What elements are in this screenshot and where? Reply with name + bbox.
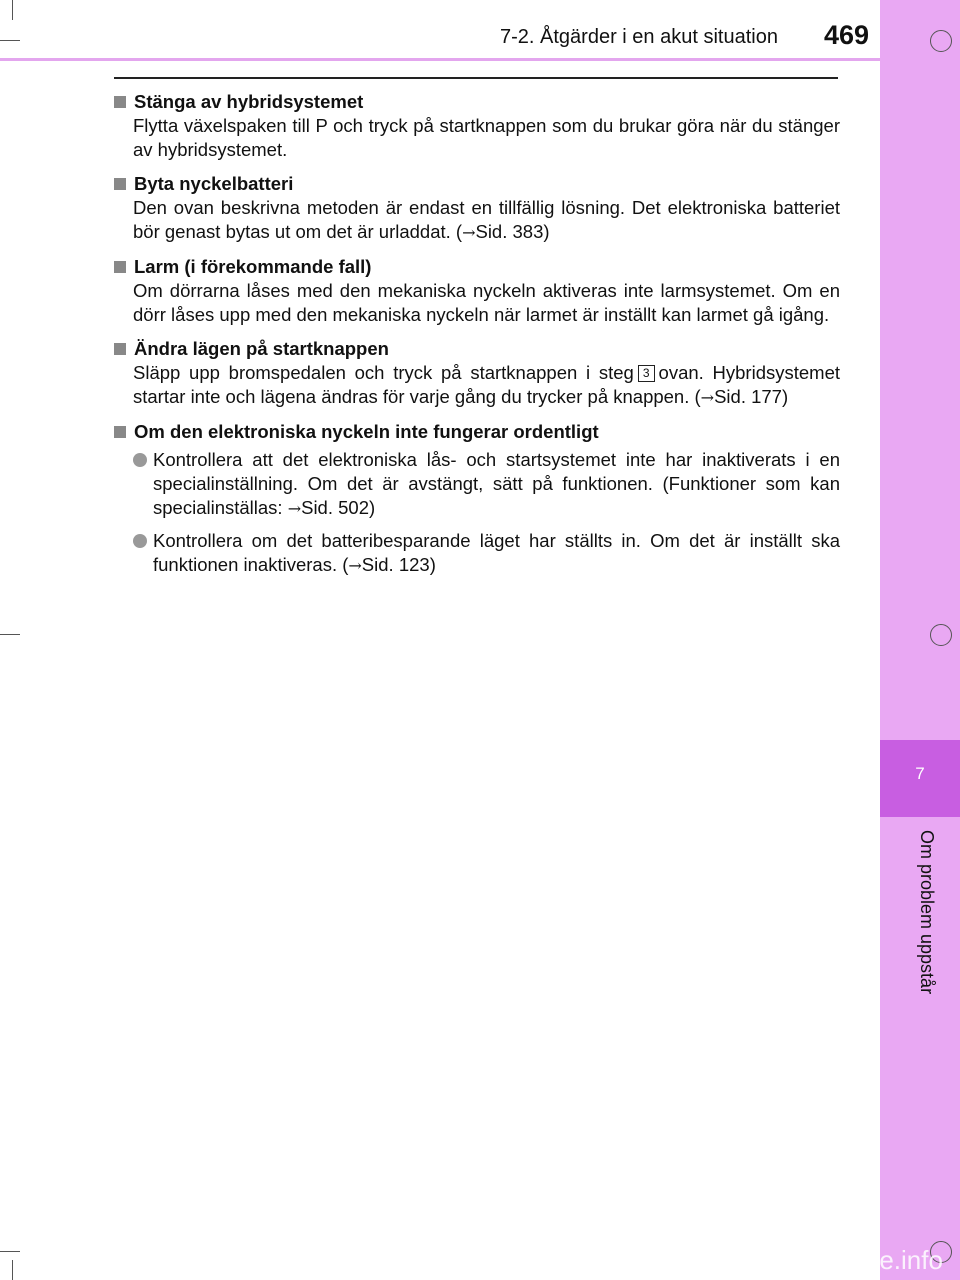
section-heading-text: Byta nyckelbatteri [134, 173, 294, 194]
text-segment: ) [543, 221, 550, 242]
list-item [114, 529, 840, 578]
list-item [114, 448, 840, 521]
chapter-number: 7 [915, 764, 925, 783]
watermark: carmanualsonline.info [690, 1245, 943, 1275]
circle-bullet-icon [133, 534, 147, 548]
section-heading-text: Stänga av hybridsystemet [134, 91, 364, 112]
section [114, 255, 840, 327]
text-segment: Kontrollera om det batteribesparande läget har ställts in. Om det är inställt ska funktionen inaktiveras. ( [153, 530, 840, 575]
section-heading-text: Larm (i förekommande fall) [134, 256, 372, 277]
section-text: Flytta växelspaken till P och tryck på startknappen som du brukar göra när du stänger av hybridsystemet. [133, 115, 840, 160]
section [114, 337, 840, 410]
page-reference[interactable]: Sid. 502 [301, 497, 369, 518]
square-bullet-icon [114, 178, 126, 190]
text-segment: Den ovan beskrivna metoden är endast en tillfällig lösning. Det elektroniska batteriet bör genast bytas ut om det är urladdat. ( [133, 197, 840, 242]
text-segment: ovan. Hybridsystemet startar inte och lägena ändras för varje gång du trycker på knappen. ( [133, 362, 841, 407]
crop-mark [0, 634, 20, 635]
arrow-icon: → [700, 388, 715, 407]
crop-mark [12, 1260, 13, 1280]
section-heading-text: Om den elektroniska nyckeln inte fungerar ordentligt [134, 421, 599, 442]
section-heading [114, 420, 840, 444]
section-heading [114, 255, 840, 279]
chapter-tab [880, 740, 960, 817]
square-bullet-icon [114, 426, 126, 438]
list-item-text [153, 529, 840, 578]
square-bullet-icon [114, 261, 126, 273]
chapter-label: Om problem uppstår [917, 830, 937, 995]
section-heading [114, 90, 840, 114]
registration-mark [930, 30, 952, 52]
section [114, 90, 840, 162]
section-text: Om dörrarna låses med den mekaniska nyckeln aktiveras inte larmsystemet. Om en dörr låses upp med den mekaniska nyckeln när larmet är inställt kan larmet gå igång. [133, 280, 840, 325]
text-segment: ) [369, 497, 376, 518]
text-segment: ) [781, 386, 789, 407]
page-header [0, 0, 880, 62]
section-heading [114, 172, 840, 196]
section-heading-text: Ändra lägen på startknappen [134, 338, 389, 359]
list-item-text [153, 448, 840, 521]
content-divider [114, 77, 838, 79]
page-reference[interactable]: Sid. 177 [714, 386, 782, 407]
step-number-badge: 3 [638, 365, 655, 382]
section-text [133, 196, 840, 245]
section [114, 420, 840, 578]
section-heading [114, 337, 840, 361]
text-segment: Kontrollera att det elektroniska lås- och startsystemet inte har inaktiverats i en specialinställning. Om det är avstängt, sätt på funktionen. (Funktioner som kan specialinställas: [153, 449, 840, 518]
square-bullet-icon [114, 343, 126, 355]
page-number: 469 [824, 20, 870, 50]
page-reference[interactable]: Sid. 383 [475, 221, 544, 242]
square-bullet-icon [114, 96, 126, 108]
arrow-icon: → [462, 223, 476, 242]
registration-mark [930, 624, 952, 646]
page-reference[interactable]: Sid. 123 [361, 554, 430, 575]
circle-bullet-icon [133, 453, 147, 467]
section-text [133, 361, 840, 410]
text-segment: Släpp upp bromspedalen och tryck på startknappen i steg [133, 362, 634, 383]
arrow-icon: → [348, 556, 362, 575]
page-content [114, 90, 840, 588]
section-title: 7-2. Åtgärder i en akut situation [500, 26, 778, 48]
header-divider [0, 58, 880, 61]
arrow-icon: → [287, 499, 302, 518]
section [114, 172, 840, 245]
crop-mark [0, 1251, 20, 1252]
text-segment: ) [429, 554, 436, 575]
